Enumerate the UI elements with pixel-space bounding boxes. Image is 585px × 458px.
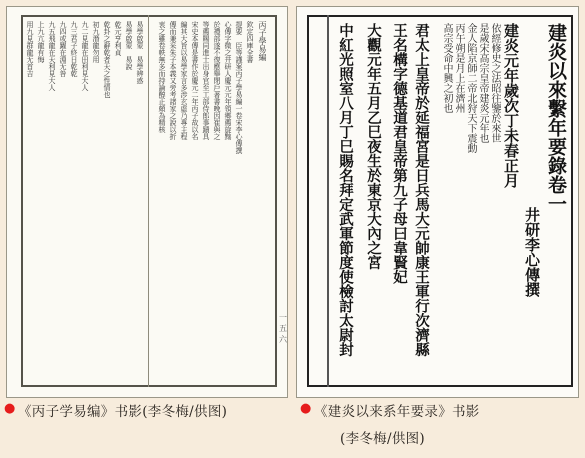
caption-dot-right: ● [300,401,312,416]
right-caption: 《建炎以来系年要录》书影 [314,404,480,420]
left-col-19: 上九亢龍有悔 [37,21,45,63]
left-col-4: 於禮部遂不復應舉閉戶著書晚因崔與之 [213,21,221,140]
right-page-fold-rule [327,15,329,387]
left-col-12: 乾元亨利貞 [114,21,122,56]
left-col-3: 心傳字微之井研人慶元元年領鄉薦旋黜 [224,21,232,140]
left-side-page-number: 一五六 [279,313,287,344]
right-col-11: 中紅光照室八月丁巳賜名拜定武軍節度使檢討太尉封 [337,23,354,357]
left-caption: 《丙子学易编》书影(李冬梅/供图) [18,404,228,420]
caption-dot-left: ● [4,401,16,416]
right-book-author: 井研李心傳撰 [523,207,541,297]
left-col-1: 欽定四庫全書 [246,21,254,63]
left-col-11: 易學啟蒙 易說 [125,21,133,70]
right-book-title: 建炎以來繫年要錄卷一 [545,23,567,213]
left-col-6: 宋史本傳是書作於慶元二年丙子故以名 [191,21,199,140]
left-col-8: 傳而兼采朱子本義又旁考諸家之說以折 [169,21,177,140]
left-col-17: 九四或躍在淵无咎 [59,21,67,77]
right-col-3: 依經修史之法昭往鑒於來世 [489,23,500,143]
right-col-2: 建炎元年歲次丁未春正月 [502,23,520,188]
left-col-2: 提要 臣等謹案丙子學易編一卷宋李心傳撰 [235,21,243,154]
left-col-5: 等薦賜同進士出身官至工部侍郎事蹟具 [202,21,210,140]
left-col-16: 九三君子終日乾乾 [70,21,78,77]
left-book-page [6,6,288,398]
right-col-4: 是歲宋高宗皇帝建炎元年也 [477,23,488,143]
left-col-20: 用九見群龍无首吉 [26,21,34,77]
right-col-5: 金人陷京師二帝北狩天下震動 [465,23,476,153]
right-col-10: 大觀元年五月乙巳夜生於東京大內之宮 [365,23,382,270]
left-col-15: 九二見龍在田利見大人 [81,21,89,91]
left-page-center-rule [148,15,149,387]
right-book-page [296,6,579,398]
left-col-10: 易學啟蒙 易學辨惑 [136,21,144,84]
right-col-7: 高宗受命中興之初也 [441,23,452,113]
right-caption-credit: (李冬梅/供图) [340,431,425,447]
left-col-7: 編其大旨以易學家言多涉玄虛乃專主程 [180,21,188,140]
left-col-header: 丙子學易編 [258,21,267,61]
left-col-18: 九五飛龍在天利見大人 [48,21,56,91]
right-col-9: 王名構字德基道君皇帝第九子母曰韋賢妃 [391,23,408,284]
left-col-13: 乾卦之辭乾者天之性情也 [103,21,111,98]
right-col-6: 丙午朔是月上在濟州 [453,23,464,113]
left-col-9: 衷之雖卷帙無多而持論醇正頗為精核 [158,21,166,133]
left-col-14: 初九潛龍勿用 [92,21,100,63]
right-col-8: 君太上皇帝於延福宮是日兵馬大元帥康王軍行次濟縣 [413,23,430,357]
